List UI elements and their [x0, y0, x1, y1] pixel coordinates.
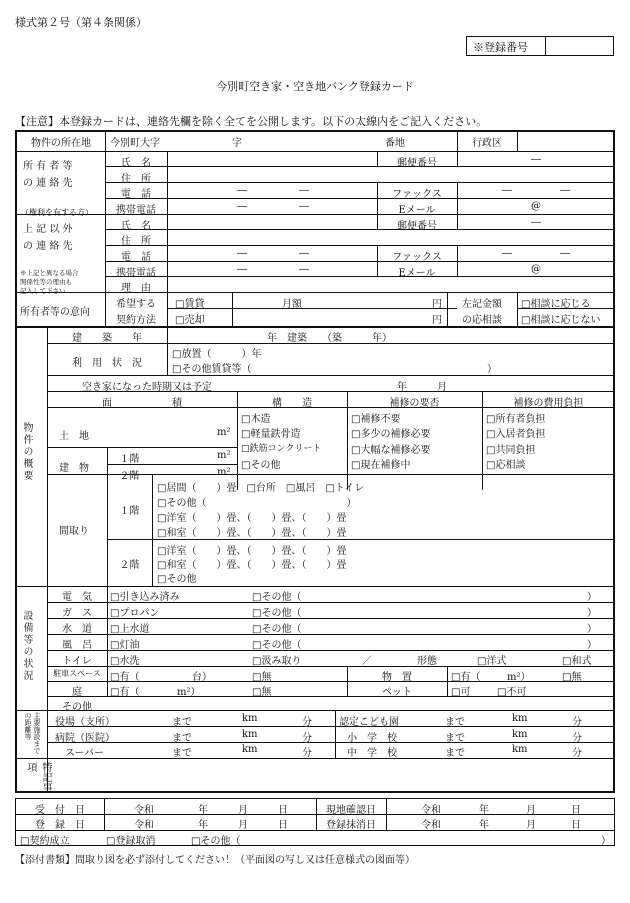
structure-light-steel[interactable]: □軽量鉄骨造 [241, 429, 301, 440]
intent-wish: 希望する [116, 299, 156, 310]
property-building-label: 建 物 [59, 463, 89, 474]
intent-label: 所有者等の意向 [20, 307, 90, 318]
fac-bath-label: 風 呂 [62, 640, 92, 651]
dist-junior-min: 分 [572, 748, 582, 759]
structure-rc[interactable]: □鉄筋コンクリート [241, 444, 322, 454]
intent-yen-1: 円 [432, 299, 442, 310]
dist-super-km: km [242, 744, 258, 755]
other-fax-dash-2: ― [560, 248, 570, 259]
owner-name-label: 氏 名 [121, 158, 151, 169]
dist-junior-km: km [512, 744, 528, 755]
delete-reiwa: 令和 [421, 820, 441, 831]
other-reason-label: 理 由 [121, 283, 151, 294]
cost-owner[interactable]: □所有者負担 [486, 414, 546, 425]
structure-other[interactable]: □その他 [241, 460, 281, 471]
fac-storage-have[interactable]: □有（ [451, 672, 481, 683]
intent-monthly: 月額 [282, 299, 302, 310]
property-usage-2-close: ） [487, 364, 497, 375]
other-mobile-label: 携帯電話 [116, 268, 156, 279]
special-label: 特記事項 [25, 762, 51, 792]
layout-2-a: □洋室（ ）畳、（ ）畳、（ ）畳 [157, 546, 347, 557]
layout-1-b: □その他（ ） [157, 498, 357, 509]
fac-misc-label: その他 [62, 702, 92, 713]
site-check-day: 日 [571, 805, 581, 816]
dist-hospital-km: km [242, 729, 258, 740]
registered-label: 登 録 日 [35, 820, 85, 831]
fac-toilet-western[interactable]: □洋式 [477, 656, 507, 667]
property-usage-1[interactable]: □放置（ ）年 [172, 349, 262, 360]
owner-mobile-dash-2: ― [299, 201, 309, 212]
fac-bath-other[interactable]: □その他（ [252, 640, 302, 651]
fac-toilet-form: 形態 [417, 656, 437, 667]
cost-shared[interactable]: □共同負担 [486, 445, 536, 456]
owner-address-label: 住 所 [121, 174, 151, 185]
fac-toilet-japanese[interactable]: □和式 [562, 656, 592, 667]
fac-elec-other[interactable]: □その他（ [252, 592, 302, 603]
intent-negotiation: の応相談 [462, 315, 502, 326]
owner-fax-dash-2: ― [560, 185, 570, 196]
fac-garden-have[interactable]: □有（ [110, 687, 140, 698]
other-mobile-dash-2: ― [299, 264, 309, 275]
fac-parking-label: 駐車スペース [53, 669, 101, 678]
property-floor-2: ２階 [119, 471, 140, 482]
owner-mobile-dash-1: ― [237, 201, 247, 212]
cost-tenant[interactable]: □入居者負担 [486, 429, 546, 440]
form-number: 様式第２号（第４条関係） [15, 16, 147, 29]
dist-kodomo-made: まで [445, 717, 465, 728]
dist-kodomo-min: 分 [572, 717, 582, 728]
fac-elec-1[interactable]: □引き込み済み [110, 592, 180, 603]
received-reiwa: 令和 [134, 805, 154, 816]
dist-junior: 中 学 校 [347, 748, 397, 759]
intent-method: 契約方法 [116, 315, 156, 326]
notice: 【注意】本登録カードは、連絡先欄を除く全てを公開します。以下の太線内をご記入ください。 [15, 115, 488, 128]
location-aza: 字 [232, 138, 242, 149]
fac-elec-label: 電 気 [62, 592, 92, 603]
other-fax-label: ファックス [392, 252, 442, 263]
fac-garden-sqm: m²） [177, 687, 201, 698]
fac-water-1[interactable]: □上水道 [110, 624, 150, 635]
property-built-value: 年 建築 （築 年） [267, 333, 392, 344]
property-floor-2-sqm: m² [217, 467, 231, 478]
fac-toilet-label: トイレ [62, 656, 92, 667]
location-gyoseiku: 行政区 [472, 138, 502, 149]
owner-tel-label: 電 話 [121, 189, 151, 200]
fac-gas-1[interactable]: □プロパン [110, 608, 160, 619]
owner-postal-label: 郵便番号 [397, 158, 437, 169]
delete-month: 月 [526, 820, 536, 831]
fac-elec-close: ） [587, 592, 597, 603]
dist-elem-km: km [512, 729, 528, 740]
fac-parking-cars: 台） [192, 672, 212, 683]
fac-gas-label: ガ ス [62, 608, 92, 619]
fac-gas-other[interactable]: □その他（ [252, 608, 302, 619]
site-check-reiwa: 令和 [421, 805, 441, 816]
fac-water-other[interactable]: □その他（ [252, 624, 302, 635]
owner-email-label: Eメール [398, 205, 436, 216]
dist-town-made: まで [172, 717, 192, 728]
layout-label: 間取り [59, 526, 89, 537]
property-usage-label: 利 用 状 況 [72, 358, 142, 369]
status-other-close: ） [601, 836, 611, 847]
dist-town: 役場（支所） [55, 717, 115, 728]
property-structure-header: 構 造 [272, 398, 312, 409]
owner-email-at: @ [531, 201, 541, 212]
registered-day: 日 [278, 820, 288, 831]
property-floor-1: １階 [119, 454, 140, 465]
fac-gas-close: ） [587, 608, 597, 619]
layout-1-c: □洋室（ ）畳、（ ）畳、（ ）畳 [157, 513, 347, 524]
facilities-label: 設備等の状況 [21, 610, 32, 682]
owner-postal-dash: ― [531, 154, 541, 165]
property-land-label: 土 地 [59, 431, 89, 442]
repair-ongoing[interactable]: □現在補修中 [351, 460, 411, 471]
other-label-2: の 連 絡 先 [23, 241, 73, 252]
repair-none[interactable]: □補修不要 [351, 414, 401, 425]
registration-number-label: ※登録番号 [473, 41, 528, 54]
dist-town-min: 分 [302, 717, 312, 728]
dist-kodomo: 認定こども園 [339, 717, 399, 728]
received-label: 受 付 日 [35, 805, 85, 816]
other-mobile-dash-1: ― [237, 264, 247, 275]
owner-label-2: の 連 絡 先 [23, 178, 73, 189]
layout-1-a: □居間（ ）畳 □台所 □風呂 □トイレ [157, 483, 365, 494]
fac-pet-ng[interactable]: □不可 [497, 687, 527, 698]
dist-elem-made: まで [445, 733, 465, 744]
other-tel-dash-1: ― [237, 248, 247, 259]
dist-hospital: 病院（医院） [55, 733, 115, 744]
registered-year: 年 [198, 820, 208, 831]
dist-super-made: まで [172, 748, 192, 759]
fac-toilet-1[interactable]: □水洗 [110, 656, 140, 667]
page-title: 今別町空き家・空き地バンク登録カード [216, 80, 414, 93]
layout-2-c: □その他 [157, 574, 197, 585]
owner-label-3: （権利を有する方） [21, 208, 93, 217]
fac-pet-ok[interactable]: □可 [451, 687, 471, 698]
other-postal-dash: ― [531, 217, 541, 228]
other-email-at: @ [531, 264, 541, 275]
owner-mobile-label: 携帯電話 [116, 205, 156, 216]
site-check-label: 現地確認日 [326, 805, 376, 816]
dist-junior-made: まで [445, 748, 465, 759]
intent-rent[interactable]: □賃貸 [175, 299, 205, 310]
fac-garden-label: 庭 [72, 687, 82, 698]
delete-day: 日 [571, 820, 581, 831]
other-postal-label: 郵便番号 [397, 221, 437, 232]
fac-storage-label: 物 置 [382, 672, 412, 683]
registered-reiwa: 令和 [134, 820, 154, 831]
other-tel-dash-2: ― [299, 248, 309, 259]
registered-month: 月 [238, 820, 248, 831]
intent-ok[interactable]: □相談に応じる [521, 299, 591, 310]
office-use-table [15, 798, 615, 846]
attachment-note: 【添付書類】間取り図を必ず添付してください！（平面図の写し又は任意様式の図面等） [15, 855, 415, 866]
status-contract[interactable]: □契約成立 [20, 836, 70, 847]
layout-floor-2: ２階 [119, 560, 140, 571]
site-check-month: 月 [526, 805, 536, 816]
fac-storage-none[interactable]: □無 [562, 672, 582, 683]
fac-bath-close: ） [587, 640, 597, 651]
status-other[interactable]: □その他（ [191, 836, 241, 847]
site-check-year: 年 [479, 805, 489, 816]
property-floor-1-sqm: m² [217, 450, 231, 461]
fac-pet-label: ペット [382, 687, 412, 698]
layout-2-b: □和室（ ）畳、（ ）畳、（ ）畳 [157, 560, 347, 571]
location-banchi: 番地 [385, 138, 405, 149]
received-day: 日 [278, 805, 288, 816]
dist-kodomo-km: km [512, 713, 528, 724]
fac-garden-none[interactable]: □無 [252, 687, 272, 698]
other-note-2: 関係性等の理由も [20, 278, 72, 286]
received-year: 年 [198, 805, 208, 816]
registration-number-box [466, 36, 614, 56]
owner-fax-label: ファックス [392, 189, 442, 200]
fac-water-close: ） [587, 624, 597, 635]
delete-label: 登録抹消日 [326, 820, 376, 831]
fac-parking-none[interactable]: □無 [252, 672, 272, 683]
property-usage-2[interactable]: □その他賃貸等（ [172, 364, 252, 375]
received-month: 月 [238, 805, 248, 816]
property-repair-header: 補修の要否 [389, 398, 440, 409]
location-label: 物件の所在地 [31, 138, 91, 149]
dist-hospital-made: まで [172, 733, 192, 744]
owner-tel-dash-1: ― [237, 185, 247, 196]
property-label: 物件の概要 [21, 422, 32, 482]
property-vacant-label: 空き家になった時期又は予定 [82, 382, 212, 393]
intent-left-amount: 左記金額 [462, 299, 502, 310]
delete-year: 年 [479, 820, 489, 831]
dist-town-km: km [242, 713, 258, 724]
other-name-label: 氏 名 [121, 221, 151, 232]
other-note-3: 記入して下さい.... [20, 287, 74, 295]
owner-fax-dash-1: ― [502, 185, 512, 196]
property-land-sqm: m² [217, 427, 231, 438]
intent-sale[interactable]: □売却 [175, 315, 205, 326]
main-form [15, 130, 615, 793]
fac-storage-sqm: m²） [507, 672, 531, 683]
property-repair-cost-header: 補修の費用負担 [513, 398, 584, 409]
other-fax-dash-1: ― [502, 248, 512, 259]
owner-label-1: 所 有 者 等 [23, 161, 73, 172]
intent-yen-2: 円 [432, 315, 442, 326]
repair-major[interactable]: □大幅な補修必要 [351, 445, 431, 456]
other-email-label: Eメール [398, 268, 436, 279]
fac-water-label: 水 道 [62, 624, 92, 635]
property-vacant-value: 年 月 [397, 382, 447, 393]
cost-negotiable[interactable]: □応相談 [486, 460, 526, 471]
other-address-label: 住 所 [121, 236, 151, 247]
other-note-1: ※上記と異なる場合 [20, 269, 79, 277]
location-prefix: 今別町大字 [110, 138, 160, 149]
layout-1-d: □和室（ ）畳、（ ）畳、（ ）畳 [157, 528, 347, 539]
repair-some[interactable]: □多少の補修必要 [351, 429, 431, 440]
dist-elem: 小 学 校 [347, 733, 397, 744]
fac-toilet-slash: ／ [362, 656, 372, 667]
owner-tel-dash-2: ― [299, 185, 309, 196]
fac-toilet-2[interactable]: □汲み取り [252, 656, 302, 667]
layout-floor-1: １階 [119, 506, 140, 517]
dist-elem-min: 分 [572, 733, 582, 744]
distance-label: 主要施設までの距離等 [24, 712, 41, 754]
dist-super: スーパー [65, 748, 104, 759]
intent-ng[interactable]: □相談に応じない [521, 315, 601, 326]
other-tel-label: 電 話 [121, 252, 151, 263]
dist-super-min: 分 [302, 748, 312, 759]
other-label-1: 上 記 以 外 [23, 224, 73, 235]
property-area-header: 面 積 [102, 398, 182, 409]
fac-parking-have[interactable]: □有（ [110, 672, 140, 683]
property-built-label: 建 築 年 [72, 333, 142, 344]
dist-hospital-min: 分 [302, 733, 312, 744]
fac-bath-1[interactable]: □灯油 [110, 640, 140, 651]
status-cancel[interactable]: □登録取消 [106, 836, 156, 847]
structure-wood[interactable]: □木造 [241, 414, 271, 425]
